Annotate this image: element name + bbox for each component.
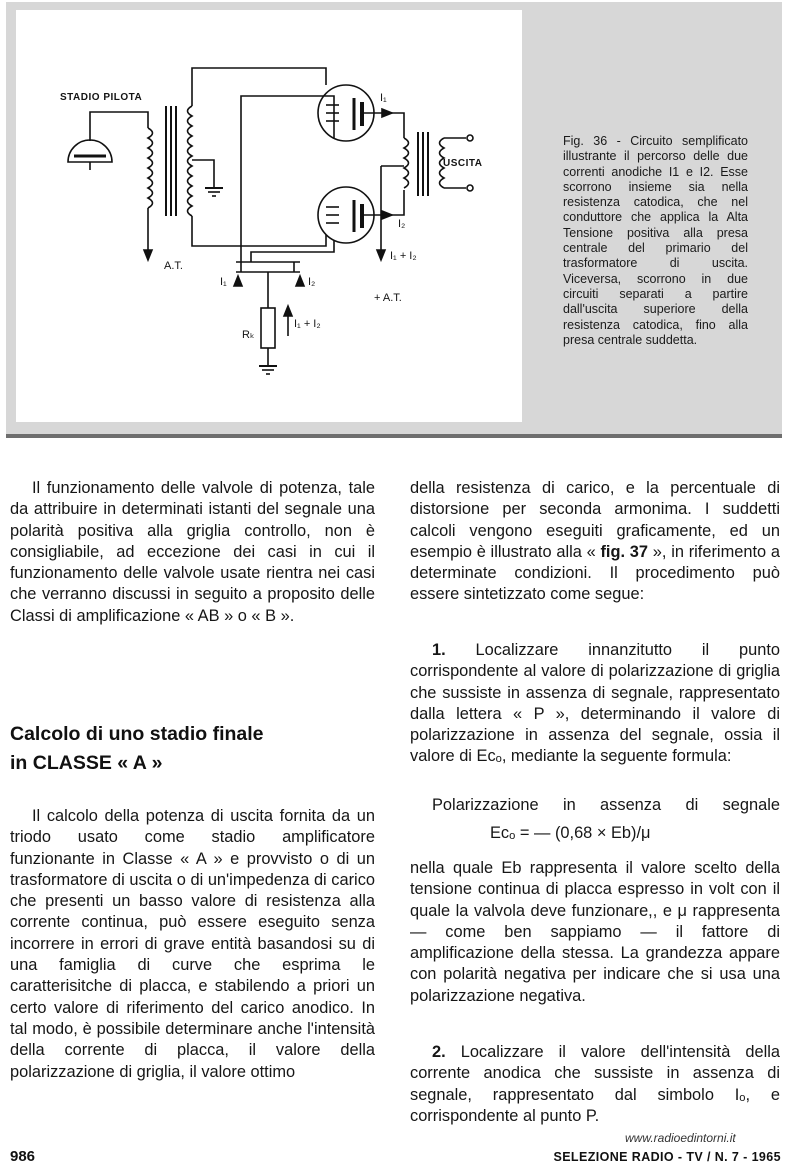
intro-paragraph: Il funzionamento delle valvole di potenza, tale da attribuire in determinati istanti del segnale una polarità positiva alla griglia controllo, non è consigliabile, ad eccezione dei casi in cui il funzionamento delle valvole usate rientra nei casi che verranno discussi in seguito a proposito delle Classi di amplificazione « AB » o « B ». bbox=[10, 479, 375, 625]
label-rk: Rₖ bbox=[242, 329, 255, 341]
heading-line-1: Calcolo di uno stadio finale bbox=[10, 723, 264, 745]
formula-note: nella quale Eb rappresenta il valore scelto della tensione continua di placca espresso in volt con il quale la valvola deve funzionare,, e μ rappresenta — come ben sappiamo — il fattore di amplificazione della stessa. La grandezza appare con polarità negativa per indicare che si usa una polarizzazione negativa. bbox=[410, 859, 780, 1005]
step-1: 1. Localizzare innanzitutto il punto corrispondente al valore di polarizzazione di griglia che sussiste in assenza di segnale, rappresentato dalla lettera « P », determinando il valore di polarizzazione in assenza del segnale, ossia il valore di Ecₒ, mediante la seguente formula: bbox=[410, 641, 780, 766]
figure-box bbox=[6, 2, 782, 438]
formula: Ecₒ = — (0,68 × Eb)/μ bbox=[490, 824, 651, 842]
label-at-right: + A.T. bbox=[374, 292, 402, 304]
label-i1-plus-i2-right: I₁ + I₂ bbox=[390, 250, 417, 262]
section-heading bbox=[10, 720, 370, 778]
publication-footer: SELEZIONE RADIO - TV / N. 7 - 1965 bbox=[553, 1150, 781, 1164]
label-i1-cathode: I₁ bbox=[220, 276, 227, 288]
circuit-diagram bbox=[16, 10, 522, 422]
body-paragraph: Il calcolo della potenza di uscita fornita da un triodo usato come stadio amplificatore funzionante in Classe « A » e provvisto o di un trasformatore di uscita o di un'impedenza di carico che presenti un basso valore di resistenza alla corrente continua, può essere eseguito senza incorrere in errori di grave entità basandosi su di una famiglia di curve che esprima le caratterisitche di placca, e stabilendo a priori un certo valore di riferimento del carico anodico. In tal modo, è possibile determinare anche l'intensità della corrente di placca, il valore della polarizzazione di griglia, il valore ottimo bbox=[10, 807, 375, 1081]
step-1-number: 1. bbox=[432, 641, 446, 659]
label-i2-cathode: I₂ bbox=[308, 276, 316, 288]
page-number: 986 bbox=[10, 1148, 36, 1165]
formula-caption: Polarizzazione in assenza di segnale bbox=[432, 796, 780, 814]
label-stadio-pilota: STADIO PILOTA bbox=[60, 92, 143, 103]
heading-line-2: in CLASSE « A » bbox=[10, 752, 163, 774]
label-i1-plus-i2-cathode: I₁ + I₂ bbox=[294, 318, 321, 330]
figure-caption: Fig. 36 - Circuito semplificato illustrante il percorso delle due correnti anodiche I1 e I2. Esse scorrono insieme sia nella resistenza catodica, che nel conduttore che applica la Alta Tensione positiva alla presa centrale del primario del trasformatore di uscita. Viceversa, scorrono in due circuiti separati a partire dall'uscita superiore della resistenza catodica, fino alla presa centrale suddetta. bbox=[563, 134, 748, 347]
right-intro-paragraph: della resistenza di carico, e la percentuale di distorsione per seconda armonima. I suddetti calcoli vengono eseguiti graficamente, ed un esempio è illustrato alla « fig. 37 », in riferimento a determinate condizioni. Il procedimento può essere sintetizzato come segue: bbox=[410, 479, 780, 604]
figure-reference: fig. 37 bbox=[600, 542, 649, 561]
label-i2-anode: I₂ bbox=[398, 218, 406, 230]
label-uscita: USCITA bbox=[443, 158, 483, 169]
label-at-left: A.T. bbox=[164, 260, 183, 272]
label-i1-anode: I₁ bbox=[380, 92, 387, 104]
step-2: 2. Localizzare il valore dell'intensità della corrente anodica che sussiste in assenza di segnale, rappresentato dal simbolo Iₒ, e corrispondente al punto P. bbox=[410, 1043, 780, 1125]
circuit-schematic bbox=[16, 10, 522, 422]
step-2-number: 2. bbox=[432, 1043, 446, 1061]
watermark: www.radioedintorni.it bbox=[625, 1131, 736, 1145]
